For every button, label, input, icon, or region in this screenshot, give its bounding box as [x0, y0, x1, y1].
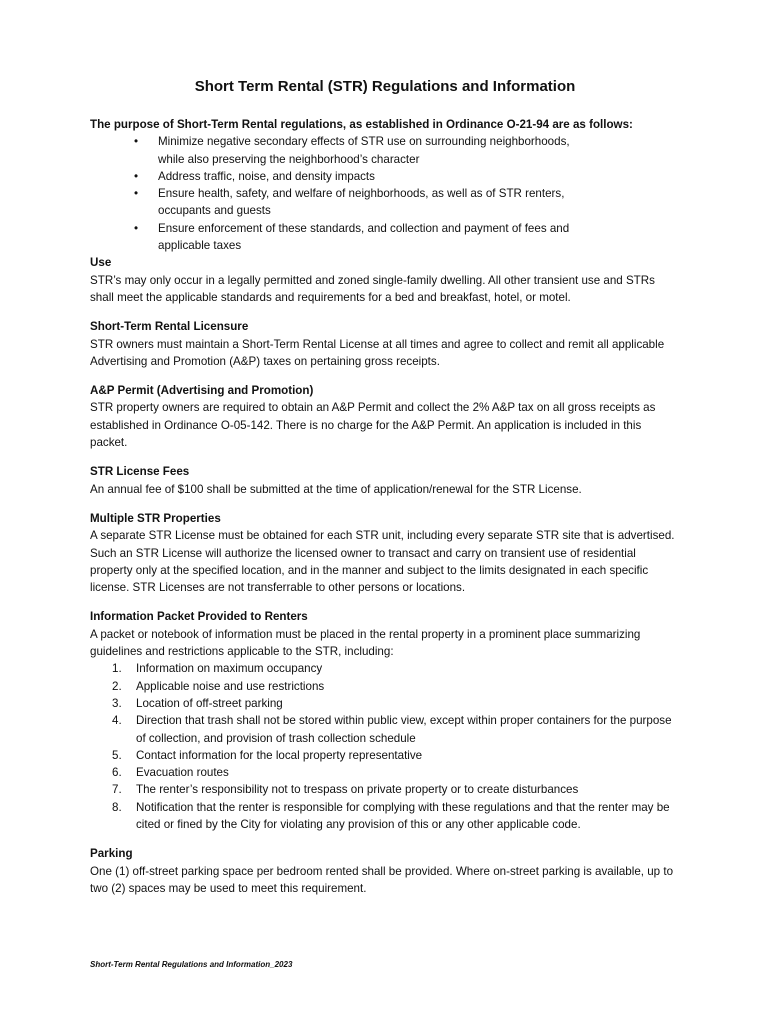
- section-body-ap-permit: STR property owners are required to obtain an A&P Permit and collect the 2% A&P tax on all gross receipts as established in Ordinance O-05-142. There is no charge for the A&P Permit. An application is included in this packet.: [90, 401, 656, 450]
- section-heading-ap-permit: A&P Permit (Advertising and Promotion): [90, 384, 314, 398]
- packet-item-number: 8.: [112, 800, 122, 814]
- packet-item-text: Direction that trash shall not be stored within public view, except within proper containers for the purpose of collection, and provision of trash collection schedule: [136, 714, 672, 745]
- section-body-fees: An annual fee of $100 shall be submitted at the time of application/renewal for the STR License.: [90, 482, 582, 496]
- purpose-item: [90, 185, 578, 220]
- section-heading-fees: STR License Fees: [90, 465, 190, 479]
- purpose-item-text: Address traffic, noise, and density impacts: [158, 169, 375, 183]
- packet-item: [90, 747, 680, 764]
- packet-item: [90, 660, 680, 677]
- bullet-icon: •: [134, 135, 139, 149]
- purpose-item: [90, 168, 578, 185]
- section-heading-packet: Information Packet Provided to Renters: [90, 610, 308, 624]
- intro-text: The purpose of Short-Term Rental regulations, as established in Ordinance O-21-94 are as follows:: [90, 118, 633, 131]
- bullet-icon: •: [134, 169, 139, 183]
- packet-item-number: 5.: [112, 748, 122, 762]
- section-body-multiple: A separate STR License must be obtained for each STR unit, including every separate STR site that is advertised. Such an STR License will authorize the licensed owner to transact and carry on transient use of residential property only at the specified location, and in the manner and subject to the limits designated in each specific license. STR Licenses are not transferrable to other persons or locations.: [90, 529, 675, 595]
- packet-item-number: 7.: [112, 783, 122, 797]
- section-heading-use: Use: [90, 256, 112, 270]
- packet-item-number: 4.: [112, 714, 122, 728]
- purpose-item: [90, 220, 578, 255]
- packet-item-number: 3.: [112, 696, 122, 710]
- packet-item-text: Location of off-street parking: [136, 696, 283, 710]
- packet-list: [90, 660, 680, 833]
- packet-item-text: Applicable noise and use restrictions: [136, 679, 325, 693]
- packet-item: [90, 712, 680, 747]
- section-heading-multiple: Multiple STR Properties: [90, 511, 221, 525]
- packet-item-text: The renter’s responsibility not to trespass on private property or to create disturbances: [136, 783, 579, 797]
- section-heading-licensure: Short-Term Rental Licensure: [90, 320, 249, 334]
- section-body-parking: One (1) off-street parking space per bedroom rented shall be provided. Where on-street parking is available, up to two (2) spaces may be used to meet this requirement.: [90, 864, 674, 895]
- packet-item-text: Notification that the renter is responsible for complying with these regulations and that the renter may be cited or fined by the City for violating any provision of this or any other applicable code.: [136, 800, 670, 831]
- packet-item-number: 2.: [112, 679, 122, 693]
- purpose-item-text: Ensure enforcement of these standards, and collection and payment of fees and applicable taxes: [158, 221, 570, 253]
- packet-item: [90, 678, 680, 695]
- packet-item: [90, 781, 680, 798]
- document-body: [90, 116, 680, 897]
- purpose-item-text: Minimize negative secondary effects of STR use on surrounding neighborhoods, while also preserving the neighborhood’s character: [158, 135, 570, 166]
- packet-item-number: 6.: [112, 766, 122, 780]
- packet-item: [90, 695, 680, 712]
- packet-item: [90, 799, 680, 834]
- section-body-use: STR’s may only occur in a legally permitted and zoned single-family dwelling. All other transient use and STRs shall meet the applicable standards and requirements for a bed and breakfast, hotel, or motel.: [90, 273, 655, 304]
- packet-item-text: Information on maximum occupancy: [136, 662, 323, 676]
- packet-item-number: 1.: [112, 662, 122, 676]
- page-footer: Short-Term Rental Regulations and Information_2023: [90, 960, 293, 969]
- purpose-item: [90, 133, 578, 168]
- page-title: Short Term Rental (STR) Regulations and Information: [194, 78, 576, 95]
- purpose-item-text: Ensure health, safety, and welfare of neighborhoods, as well as of STR renters, occupants and guests: [158, 187, 565, 218]
- packet-item-text: Evacuation routes: [136, 766, 229, 780]
- section-body-packet: A packet or notebook of information must be placed in the rental property in a prominent place summarizing guidelines and restrictions applicable to the STR, including:: [90, 627, 641, 659]
- bullet-icon: •: [134, 221, 139, 235]
- bullet-icon: •: [134, 187, 139, 201]
- section-heading-parking: Parking: [90, 847, 133, 861]
- section-body-licensure: STR owners must maintain a Short-Term Rental License at all times and agree to collect and remit all applicable Advertising and Promotion (A&P) taxes on pertaining gross receipts.: [90, 337, 665, 368]
- purpose-list: [90, 133, 680, 254]
- packet-item-text: Contact information for the local property representative: [136, 748, 423, 762]
- packet-item: [90, 764, 680, 781]
